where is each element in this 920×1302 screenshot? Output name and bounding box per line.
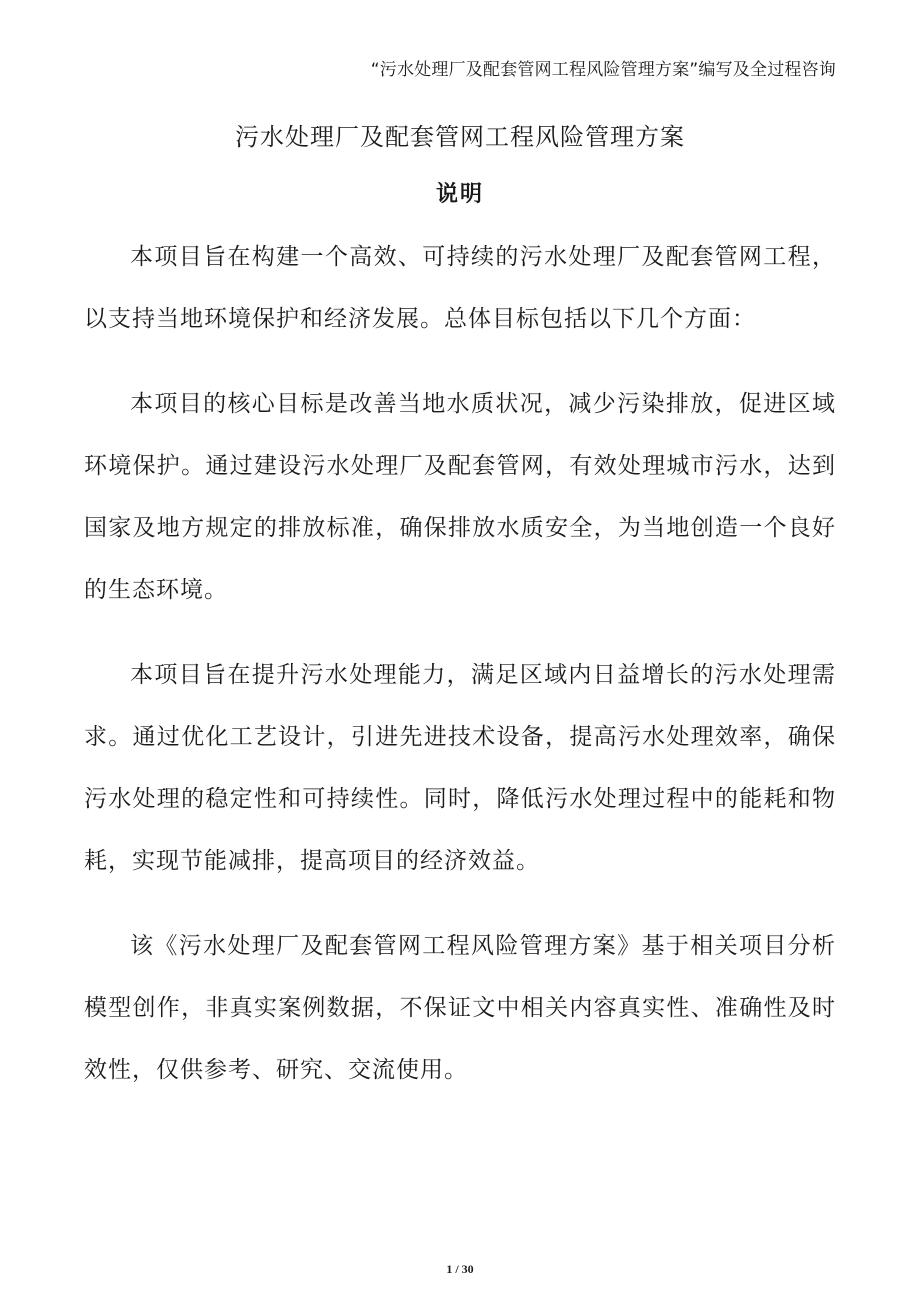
paragraph: 本项目旨在提升污水处理能力，满足区域内日益增长的污水处理需求。通过优化工艺设计，引进先进技术设备，提高污水处理效率，确保污水处理的稳定性和可持续性。同时，降低污水处理过程中的能耗和物耗，实现节能减排，提高项目的经济效益。: [84, 662, 836, 874]
page-number: 1 / 30: [446, 1262, 474, 1276]
document-title: 污水处理厂及配套管网工程风险管理方案: [235, 123, 685, 151]
running-header: “污水处理厂及配套管网工程风险管理方案”编写及全过程咨询: [370, 60, 836, 80]
paragraph: 本项目旨在构建一个高效、可持续的污水处理厂及配套管网工程，以支持当地环境保护和经济发展。总体目标包括以下几个方面：: [84, 244, 836, 332]
document-body: [84, 226, 836, 1124]
paragraph: 该《污水处理厂及配套管网工程风险管理方案》基于相关项目分析模型创作，非真实案例数据，不保证文中相关内容真实性、准确性及时效性，仅供参考、研究、交流使用。: [84, 933, 836, 1083]
paragraph: 本项目的核心目标是改善当地水质状况，减少污染排放，促进区域环境保护。通过建设污水处理厂及配套管网，有效处理城市污水，达到国家及地方规定的排放标准，确保排放水质安全，为当地创造一个良好的生态环境。: [84, 391, 836, 603]
section-title: 说明: [435, 182, 484, 207]
